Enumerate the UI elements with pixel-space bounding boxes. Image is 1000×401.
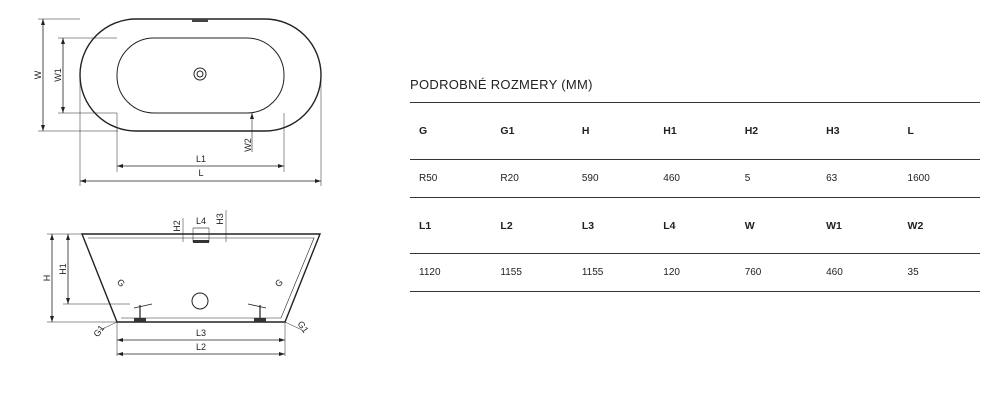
label-g-left: G — [114, 276, 128, 290]
label-h1: H1 — [58, 263, 68, 275]
value-cell: 1600 — [899, 160, 980, 198]
label-h3: H3 — [215, 213, 225, 225]
header-cell: H2 — [736, 103, 817, 160]
value-cell: 590 — [573, 160, 654, 198]
label-w: W — [33, 70, 43, 80]
inner-basin — [117, 38, 284, 113]
outer-rim — [80, 19, 321, 131]
label-g1-right: G1 — [295, 319, 311, 335]
header-cell: W1 — [817, 198, 898, 254]
value-cell: 760 — [736, 254, 817, 292]
drain-icon — [194, 68, 206, 80]
header-cell: G — [410, 103, 491, 160]
dimensions-spec — [410, 74, 980, 292]
header-cell: H1 — [654, 103, 735, 160]
header-cell: H3 — [817, 103, 898, 160]
header-cell: L1 — [410, 198, 491, 254]
label-h: H — [42, 274, 52, 282]
value-cell: 35 — [899, 254, 980, 292]
label-l3: L3 — [195, 328, 207, 338]
spec-title: PODROBNÉ ROZMERY (MM) — [410, 77, 593, 92]
top-view — [38, 19, 321, 186]
label-w1: W1 — [53, 68, 63, 82]
header-cell: L3 — [573, 198, 654, 254]
bathtub-technical-drawing — [0, 0, 400, 401]
value-cell: 460 — [817, 254, 898, 292]
value-row-1 — [410, 160, 980, 198]
drain-side-icon — [192, 293, 208, 309]
label-l1: L1 — [195, 154, 207, 164]
value-row-2 — [410, 254, 980, 292]
value-cell: R50 — [410, 160, 491, 198]
label-w2: W2 — [243, 138, 253, 152]
label-g-right: G — [272, 276, 286, 290]
header-row-2 — [410, 198, 980, 254]
label-l: L — [198, 168, 204, 178]
header-cell: L — [899, 103, 980, 160]
value-cell: 1120 — [410, 254, 491, 292]
header-cell: H — [573, 103, 654, 160]
value-cell: 63 — [817, 160, 898, 198]
value-cell: 1155 — [573, 254, 654, 292]
value-cell: 120 — [654, 254, 735, 292]
label-l4: L4 — [195, 216, 207, 226]
header-cell: L4 — [654, 198, 735, 254]
header-row-1 — [410, 103, 980, 160]
header-cell: G1 — [491, 103, 572, 160]
header-cell: W — [736, 198, 817, 254]
value-cell: 460 — [654, 160, 735, 198]
dimensions-table — [410, 102, 980, 292]
overflow-icon — [192, 19, 208, 22]
value-cell: 1155 — [491, 254, 572, 292]
header-cell: W2 — [899, 198, 980, 254]
value-cell: R20 — [491, 160, 572, 198]
label-h2: H2 — [172, 220, 182, 232]
label-g1-left: G1 — [91, 323, 107, 339]
value-cell: 5 — [736, 160, 817, 198]
header-cell: L2 — [491, 198, 572, 254]
label-l2: L2 — [195, 342, 207, 352]
